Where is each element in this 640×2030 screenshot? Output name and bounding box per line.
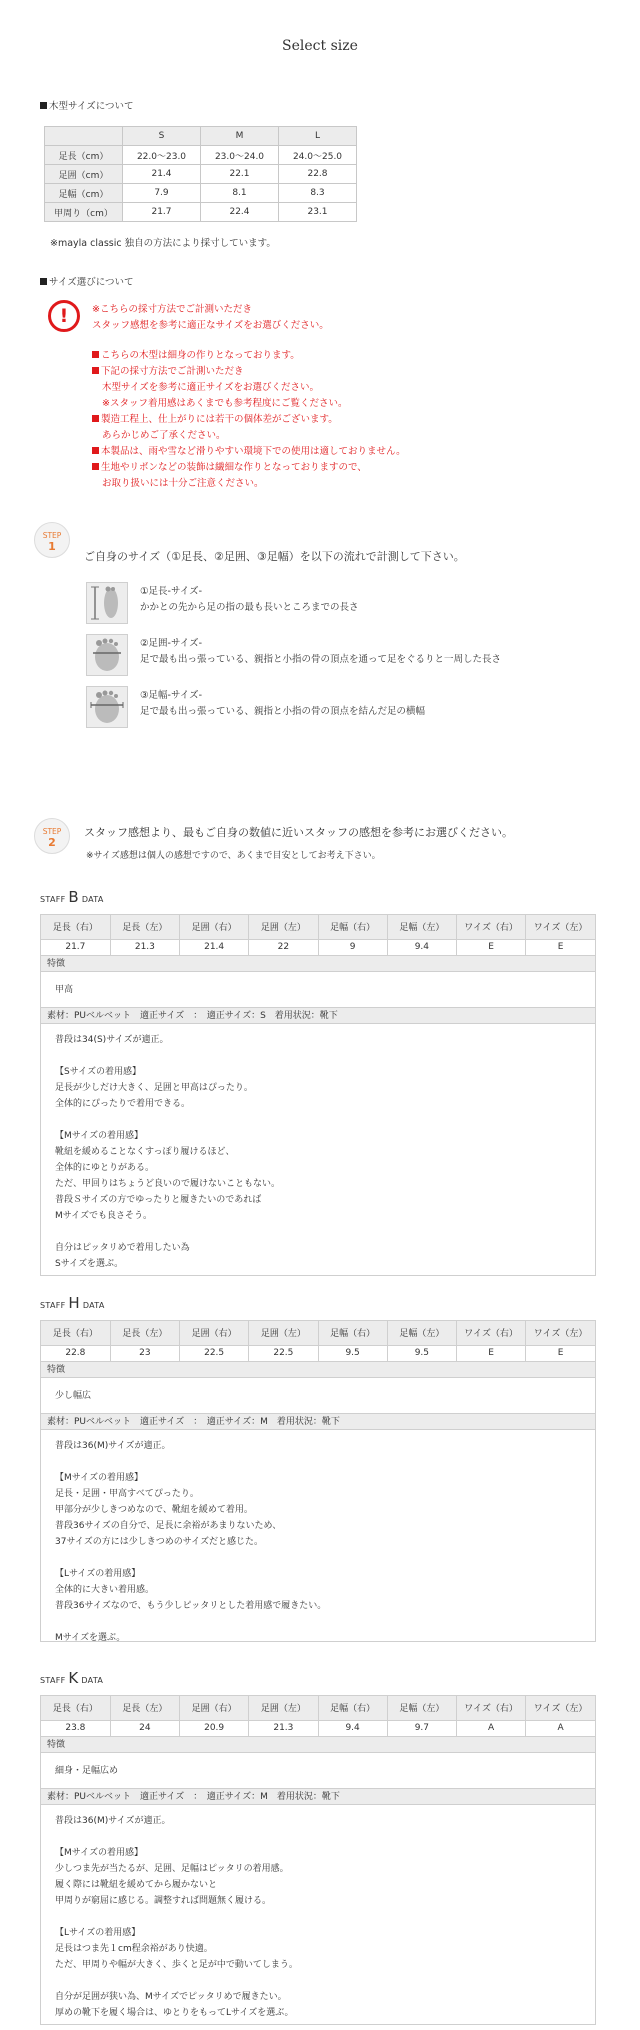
table-cell: 20.9 (180, 1720, 249, 1736)
table-header-cell: ワイズ（右） (457, 1696, 526, 1720)
feature-label: 特徴 (41, 956, 595, 972)
table-cell: 23.8 (41, 1720, 110, 1736)
staff-label-prefix: STAFF (40, 1301, 66, 1310)
table-header-cell: 足長（左） (110, 915, 179, 939)
size-note-item (92, 364, 406, 380)
size-note-item (92, 348, 406, 364)
size-note-item (92, 396, 406, 412)
table-cell: 9.5 (318, 1345, 387, 1361)
size-note-item (92, 460, 406, 476)
staff-data-table (41, 915, 595, 956)
table-header-cell: S (123, 127, 201, 146)
warning-text (92, 302, 329, 334)
table-cell: 9.4 (387, 939, 456, 955)
table-row (41, 939, 595, 955)
table-cell: 22 (249, 939, 318, 955)
red-square-bullet-icon (92, 415, 99, 422)
staff-label-prefix: STAFF (40, 895, 66, 904)
foot-item-desc: かかとの先から足の指の最も長いところまでの長さ (140, 602, 359, 613)
table-header-cell: 足囲（右） (180, 915, 249, 939)
table-header-cell: 足囲（左） (249, 915, 318, 939)
table-cell: E (526, 1345, 595, 1361)
table-cell: 22.5 (249, 1345, 318, 1361)
table-row (41, 1345, 595, 1361)
table-cell: 23.0〜24.0 (201, 146, 279, 165)
table-cell: 9 (318, 939, 387, 955)
table-cell: 9.5 (387, 1345, 456, 1361)
wear-comment: 普段は36(M)サイズが適正。 【Mサイズの着用感】 足長・足囲・甲高すべてぴったり。 甲部分が少しきつめなので、靴紐を緩めて着用。 普段36サイズの自分で、足長に余裕があまりないため、 37サイズの方には少しきつめのサイズだと感じた。 【Lサイズの着用感】 全体的に大きい着用感。 普段36サイズなので、もう少しピッタリとした着用感で履きたい。 Mサイズを選ぶ。 (55, 1440, 327, 1643)
foot-item-desc: 足で最も出っ張っている、親指と小指の骨の頂点を通って足をぐるりと一周した長さ (140, 654, 502, 665)
last-size-note: ※mayla classic 独自の方法により採寸しています。 (50, 238, 276, 249)
staff-b-label (40, 888, 104, 906)
size-note-item (92, 380, 406, 396)
table-header-cell: 足幅（右） (318, 1696, 387, 1720)
table-cell: 23 (110, 1345, 179, 1361)
table-cell: 22.4 (201, 203, 279, 222)
table-cell: 22.8 (279, 165, 357, 184)
red-square-bullet-icon (92, 447, 99, 454)
row-label: 甲周り（cm） (45, 203, 123, 222)
page-title: Select size (282, 38, 358, 54)
staff-b-data (40, 914, 596, 1276)
step2-heading: スタッフ感想より、最もご自身の数値に近いスタッフの感想を参考にお選びください。 (84, 826, 513, 839)
last-size-heading (40, 98, 134, 112)
table-header-cell: 足囲（左） (249, 1696, 318, 1720)
staff-h-label (40, 1294, 105, 1312)
row-label: 足長（cm） (45, 146, 123, 165)
table-header-cell: 足長（左） (110, 1321, 179, 1345)
step2-badge (34, 818, 70, 854)
feature-text: 細身・足幅広め (41, 1753, 595, 1789)
staff-data-table (41, 1321, 595, 1362)
staff-letter: B (68, 888, 79, 906)
size-note-text: 木型サイズを参考に適正サイズをお選びください。 (102, 382, 319, 393)
table-cell: E (457, 939, 526, 955)
step2-subnote: ※サイズ感想は個人の感想ですので、あくまで目安としてお考え下さい。 (86, 851, 381, 861)
step1-heading: ご自身のサイズ（①足長、②足囲、③足幅）を以下の流れで計測して下さい。 (84, 550, 465, 563)
red-square-bullet-icon (92, 367, 99, 374)
exclamation-circle-icon: ! (48, 300, 80, 332)
table-cell: 22.0〜23.0 (123, 146, 201, 165)
table-header-cell: 足囲（右） (180, 1321, 249, 1345)
last-size-heading-text: 木型サイズについて (49, 101, 134, 112)
table-cell: 21.4 (123, 165, 201, 184)
wear-info: 素材：PUベルベット 適正サイズ ： 適正サイズ：M 着用状況：靴下 (41, 1414, 595, 1430)
foot-width-text (140, 688, 580, 720)
table-cell: 24.0〜25.0 (279, 146, 357, 165)
table-cell: 23.1 (279, 203, 357, 222)
red-square-bullet-icon (92, 351, 99, 358)
step-badge-label: STEP (42, 827, 62, 836)
foot-item-title: ①足長-サイズ- (140, 586, 203, 597)
step-badge-label: STEP (42, 531, 62, 540)
feature-label: 特徴 (41, 1362, 595, 1378)
table-header-cell: ワイズ（右） (457, 915, 526, 939)
table-header-cell: 足長（右） (41, 915, 110, 939)
size-guide-heading (40, 274, 134, 288)
size-note-text: ※スタッフ着用感はあくまでも参考程度にご覧ください。 (102, 398, 348, 409)
table-header-cell: 足囲（左） (249, 1321, 318, 1345)
table-row (45, 184, 357, 203)
table-header-row (41, 1321, 595, 1345)
table-header-cell: 足囲（右） (180, 1696, 249, 1720)
table-cell: A (526, 1720, 595, 1736)
size-note-item (92, 476, 406, 492)
step-badge-number: 1 (48, 540, 56, 553)
table-cell: 21.3 (249, 1720, 318, 1736)
table-cell: E (457, 1345, 526, 1361)
step1-badge (34, 522, 70, 558)
feature-text: 甲高 (41, 972, 595, 1008)
table-cell: 21.7 (123, 203, 201, 222)
row-label: 足幅（cm） (45, 184, 123, 203)
size-note-text: 下記の採寸方法でご計測いただき (101, 366, 244, 377)
table-row (45, 146, 357, 165)
table-cell: 8.1 (201, 184, 279, 203)
table-header-row (41, 915, 595, 939)
size-guide-heading-text: サイズ選びについて (49, 277, 134, 288)
staff-k-label (40, 1669, 103, 1687)
foot-width-icon (86, 686, 128, 728)
staff-letter: K (68, 1669, 79, 1687)
foot-girth-icon (86, 634, 128, 676)
feature-text: 少し幅広 (41, 1378, 595, 1414)
warning-line: ※こちらの採寸方法でご計測いただき (92, 304, 252, 315)
table-header-cell: ワイズ（左） (526, 1696, 595, 1720)
foot-length-icon (86, 582, 128, 624)
table-cell: 9.7 (387, 1720, 456, 1736)
table-cell: 22.8 (41, 1345, 110, 1361)
size-note-text: 製造工程上、仕上がりには若干の個体差がございます。 (101, 414, 338, 425)
staff-data-table (41, 1696, 595, 1737)
staff-label-prefix: STAFF (40, 1676, 66, 1685)
wear-info: 素材：PUベルベット 適正サイズ ： 適正サイズ：M 着用状況：靴下 (41, 1789, 595, 1805)
table-cell: 22.1 (201, 165, 279, 184)
foot-length-text (140, 584, 580, 616)
staff-k-data (40, 1695, 596, 2025)
table-header-cell: 足幅（左） (387, 1696, 456, 1720)
table-header-cell: ワイズ（左） (526, 915, 595, 939)
size-note-item (92, 412, 406, 428)
wear-comment: 普段は36(M)サイズが適正。 【Mサイズの着用感】 少しつま先が当たるが、足囲、足幅はピッタリの着用感。 履く際には靴紐を緩めてから履かないと 甲周りが窮屈に感じる。調整すれば問題無く履ける。 【Lサイズの着用感】 足長はつま先１cm程余裕があり快適。 ただ、甲周りや幅が大きく、歩くと足が中で動いてしまう。 自分が足囲が狭い為、Mサイズでピッタリめで履きたい。 厚めの靴下を履く場合は、ゆとりをもってLサイズを選ぶ。 (55, 1815, 298, 2018)
table-header-cell: 足幅（左） (387, 915, 456, 939)
foot-girth-text (140, 636, 580, 668)
table-header-cell: M (201, 127, 279, 146)
wear-comment: 普段は34(S)サイズが適正。 【Sサイズの着用感】 足長が少しだけ大きく、足囲と甲高はぴったり。 全体的にぴったりで着用できる。 【Mサイズの着用感】 靴紐を緩めることなくすっぽり履けるほど、 全体的にゆとりがある。 ただ、甲回りはちょうど良いので履けないこともない。 普段Ｓサイズの方でゆったりと履きたいのであれば Mサイズでも良さそう。 自分はピッタリめで着用したい為 Sサイズを選ぶ。 (55, 1034, 281, 1269)
size-note-text: 生地やリボンなどの装飾は繊細な作りとなっておりますので、 (101, 462, 367, 473)
table-row (45, 203, 357, 222)
size-note-text: お取り扱いには十分ご注意ください。 (102, 478, 264, 489)
table-header-cell: 足長（右） (41, 1696, 110, 1720)
table-cell: 7.9 (123, 184, 201, 203)
table-cell: A (457, 1720, 526, 1736)
size-note-text: あらかじめご了承ください。 (102, 430, 226, 441)
table-cell: 9.4 (318, 1720, 387, 1736)
table-cell: E (526, 939, 595, 955)
square-bullet-icon (40, 278, 47, 285)
table-cell: 24 (110, 1720, 179, 1736)
table-cell: 21.3 (110, 939, 179, 955)
table-header-cell: L (279, 127, 357, 146)
table-row (41, 1720, 595, 1736)
size-note-item (92, 428, 406, 444)
staff-label-suffix: DATA (82, 1301, 105, 1310)
warning-line: スタッフ感想を参考に適正なサイズをお選びください。 (92, 320, 329, 331)
table-header-cell: ワイズ（右） (457, 1321, 526, 1345)
square-bullet-icon (40, 102, 47, 109)
table-cell: 21.4 (180, 939, 249, 955)
table-row (45, 165, 357, 184)
table-header-cell: 足幅（右） (318, 915, 387, 939)
size-note-item (92, 444, 406, 460)
step-badge-number: 2 (48, 836, 56, 849)
table-cell: 21.7 (41, 939, 110, 955)
table-header-row (45, 127, 357, 146)
staff-label-suffix: DATA (81, 895, 104, 904)
table-cell: 8.3 (279, 184, 357, 203)
red-square-bullet-icon (92, 463, 99, 470)
size-note-text: こちらの木型は細身の作りとなっております。 (101, 350, 300, 361)
size-notes-list (92, 348, 406, 492)
table-cell: 22.5 (180, 1345, 249, 1361)
foot-item-desc: 足で最も出っ張っている、親指と小指の骨の頂点を結んだ足の横幅 (140, 706, 426, 717)
table-header-cell: 足幅（左） (387, 1321, 456, 1345)
last-size-table (44, 126, 357, 222)
row-label: 足囲（cm） (45, 165, 123, 184)
table-header-cell: ワイズ（左） (526, 1321, 595, 1345)
staff-h-data (40, 1320, 596, 1642)
table-header-cell (45, 127, 123, 146)
feature-label: 特徴 (41, 1737, 595, 1753)
table-header-cell: 足長（右） (41, 1321, 110, 1345)
foot-item-title: ②足囲-サイズ- (140, 638, 203, 649)
size-note-text: 本製品は、雨や雪など滑りやすい環境下での使用は適しておりません。 (101, 446, 406, 457)
staff-label-suffix: DATA (81, 1676, 104, 1685)
table-header-row (41, 1696, 595, 1720)
table-header-cell: 足幅（右） (318, 1321, 387, 1345)
staff-letter: H (68, 1294, 80, 1312)
table-header-cell: 足長（左） (110, 1696, 179, 1720)
wear-info: 素材：PUベルベット 適正サイズ ： 適正サイズ：S 着用状況：靴下 (41, 1008, 595, 1024)
foot-item-title: ③足幅-サイズ- (140, 690, 203, 701)
